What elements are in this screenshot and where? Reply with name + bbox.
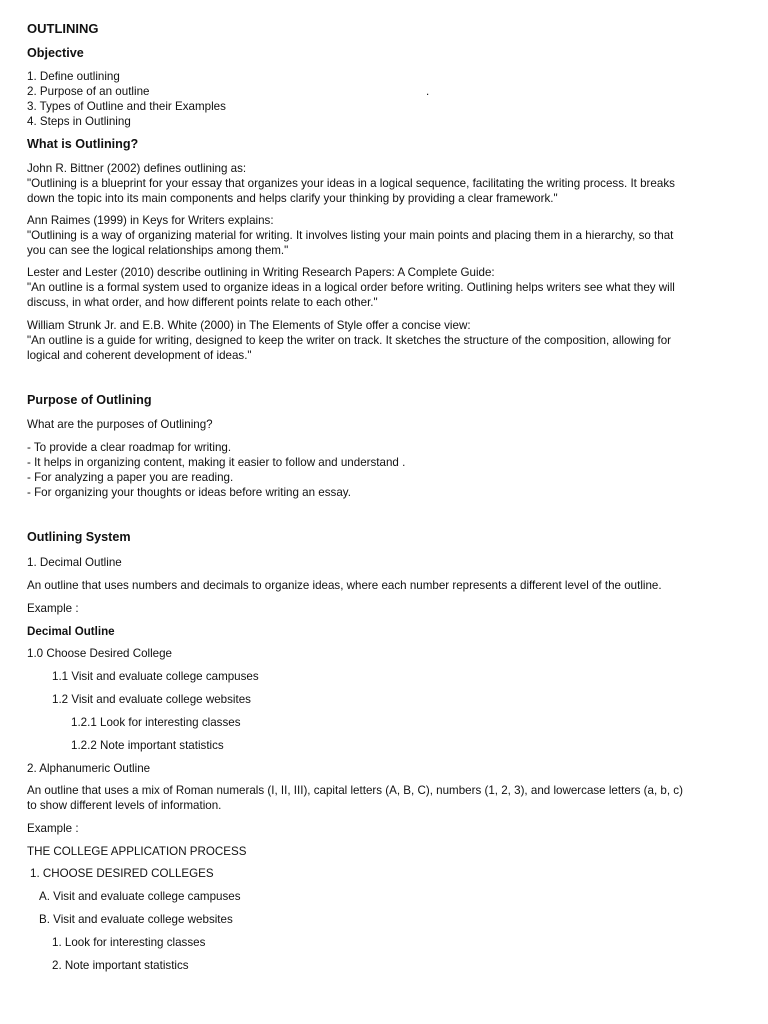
objective-item: 3. Types of Outline and their Examples (27, 100, 226, 113)
definition-source: William Strunk Jr. and E.B. White (2000) in The Elements of Style offer a concise view: (27, 319, 471, 332)
definition-quote-line: "An outline is a guide for writing, designed to keep the writer on track. It sketches the structure of the composition, allowing for (27, 334, 672, 347)
outline-item: 1.0 Choose Desired College (27, 647, 173, 660)
alpha-description-line: An outline that uses a mix of Roman numerals (I, II, III), capital letters (A, B, C), numbers (1, 2, 3), and lowercase letters (a, b, c) (27, 784, 683, 797)
purpose-question: What are the purposes of Outlining? (27, 418, 213, 431)
definition-quote-line: discuss, in what order, and how different points relate to each other." (27, 296, 378, 309)
definition-quote-line: "Outlining is a way of organizing material for writing. It involves listing your main points and placing them in a hierarchy, so that (27, 229, 674, 242)
definition-quote-line: logical and coherent development of ideas." (27, 349, 252, 362)
outline-item: 1. CHOOSE DESIRED COLLEGES (30, 867, 214, 880)
system-heading: Outlining System (27, 530, 131, 544)
purpose-heading: Purpose of Outlining (27, 393, 152, 407)
outline-item: 1.2 Visit and evaluate college websites (52, 693, 251, 706)
decimal-example-title: Decimal Outline (27, 625, 115, 638)
alpha-example-title: THE COLLEGE APPLICATION PROCESS (27, 845, 247, 858)
outline-item: 1.2.2 Note important statistics (71, 739, 224, 752)
example-label: Example : (27, 822, 79, 835)
decimal-title: 1. Decimal Outline (27, 556, 122, 569)
definition-quote-line: "An outline is a formal system used to organize ideas in a logical order before writing. Outlining helps writers see what they will (27, 281, 675, 294)
outline-item: 2. Note important statistics (52, 959, 189, 972)
definition-source: Lester and Lester (2010) describe outlining in Writing Research Papers: A Complete Guide: (27, 266, 495, 279)
example-label: Example : (27, 602, 79, 615)
definition-quote-line: down the topic into its main components and helps clarify your thinking by providing a clear framework." (27, 192, 558, 205)
definition-quote-line: "Outlining is a blueprint for your essay that organizes your ideas in a logical sequence, facilitating the writing process. It breaks (27, 177, 675, 190)
definition-quote-line: you can see the logical relationships among them." (27, 244, 289, 257)
purpose-item: - It helps in organizing content, making it easier to follow and understand . (27, 456, 406, 469)
purpose-item: - To provide a clear roadmap for writing. (27, 441, 232, 454)
definition-source: John R. Bittner (2002) defines outlining as: (27, 162, 247, 175)
outline-item: B. Visit and evaluate college websites (39, 913, 233, 926)
objective-item: 1. Define outlining (27, 70, 120, 83)
decimal-description: An outline that uses numbers and decimals to organize ideas, where each number represents a different level of the outline. (27, 579, 662, 592)
what-heading: What is Outlining? (27, 137, 139, 151)
definition-source: Ann Raimes (1999) in Keys for Writers explains: (27, 214, 274, 227)
objective-item: 4. Steps in Outlining (27, 115, 131, 128)
stray-dot: . (426, 85, 430, 98)
purpose-item: - For analyzing a paper you are reading. (27, 471, 234, 484)
objective-heading: Objective (27, 46, 84, 60)
alpha-title: 2. Alphanumeric Outline (27, 762, 151, 775)
outline-item: A. Visit and evaluate college campuses (39, 890, 241, 903)
alpha-description-line: to show different levels of information. (27, 799, 222, 812)
purpose-item: - For organizing your thoughts or ideas before writing an essay. (27, 486, 351, 499)
outline-item: 1.1 Visit and evaluate college campuses (52, 670, 259, 683)
outline-item: 1.2.1 Look for interesting classes (71, 716, 241, 729)
objective-item: 2. Purpose of an outline (27, 85, 150, 98)
outline-item: 1. Look for interesting classes (52, 936, 206, 949)
document-title: OUTLINING (27, 21, 99, 36)
